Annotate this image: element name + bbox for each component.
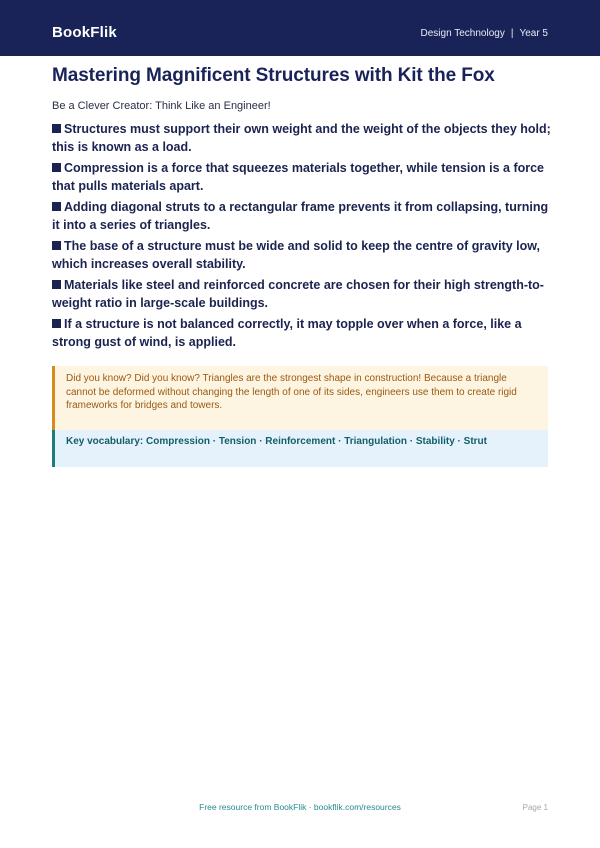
- year-label: Year 5: [519, 28, 548, 39]
- list-item-text: Materials like steel and reinforced concrete are chosen for their high strength-to-weight ratio in large-scale buildings.: [52, 278, 544, 310]
- square-bullet-icon: [52, 124, 61, 133]
- list-item: [52, 238, 552, 273]
- square-bullet-icon: [52, 163, 61, 172]
- list-item-text: Structures must support their own weight and the weight of the objects they hold; this is known as a load.: [52, 122, 551, 154]
- list-item: [52, 316, 552, 351]
- list-item-text: If a structure is not balanced correctly, it may topple over when a force, like a strong gust of wind, is applied.: [52, 317, 522, 349]
- list-item-text: Compression is a force that squeezes materials together, while tension is a force that pulls materials apart.: [52, 161, 545, 193]
- square-bullet-icon: [52, 280, 61, 289]
- key-vocabulary-box: [52, 430, 548, 467]
- fact-list: [52, 121, 552, 355]
- list-item: [52, 160, 552, 195]
- footer-resource-link[interactable]: Free resource from BookFlik · bookflik.com/resources: [199, 802, 401, 812]
- square-bullet-icon: [52, 202, 61, 211]
- brand-logo-text[interactable]: BookFlik: [52, 24, 117, 41]
- callout-text: Did you know? Did you know? Triangles are the strongest shape in construction! Because a triangle cannot be deformed without changing the length of one of its sides, engineers use them to create rigid frameworks for bridges and towers.: [66, 373, 517, 411]
- vocabulary-text: Key vocabulary: Compression · Tension · Reinforcement · Triangulation · Stability · Strut: [66, 436, 487, 447]
- list-item: [52, 277, 552, 312]
- page-subtitle: Be a Clever Creator: Think Like an Engineer!: [52, 100, 271, 112]
- square-bullet-icon: [52, 319, 61, 328]
- subject-label: Design Technology: [420, 28, 505, 39]
- header-meta: [421, 28, 548, 39]
- list-item: [52, 121, 552, 156]
- list-item: [52, 199, 552, 234]
- header-separator: |: [510, 28, 514, 39]
- did-you-know-callout: [52, 366, 548, 430]
- page-header: [0, 0, 600, 56]
- page-title: Mastering Magnificent Structures with Kit the Fox: [52, 65, 495, 86]
- page-number: Page 1: [522, 803, 548, 812]
- square-bullet-icon: [52, 241, 61, 250]
- list-item-text: Adding diagonal struts to a rectangular frame prevents it from collapsing, turning it into a series of triangles.: [52, 200, 549, 232]
- list-item-text: The base of a structure must be wide and solid to keep the centre of gravity low, which increases overall stability.: [52, 239, 541, 271]
